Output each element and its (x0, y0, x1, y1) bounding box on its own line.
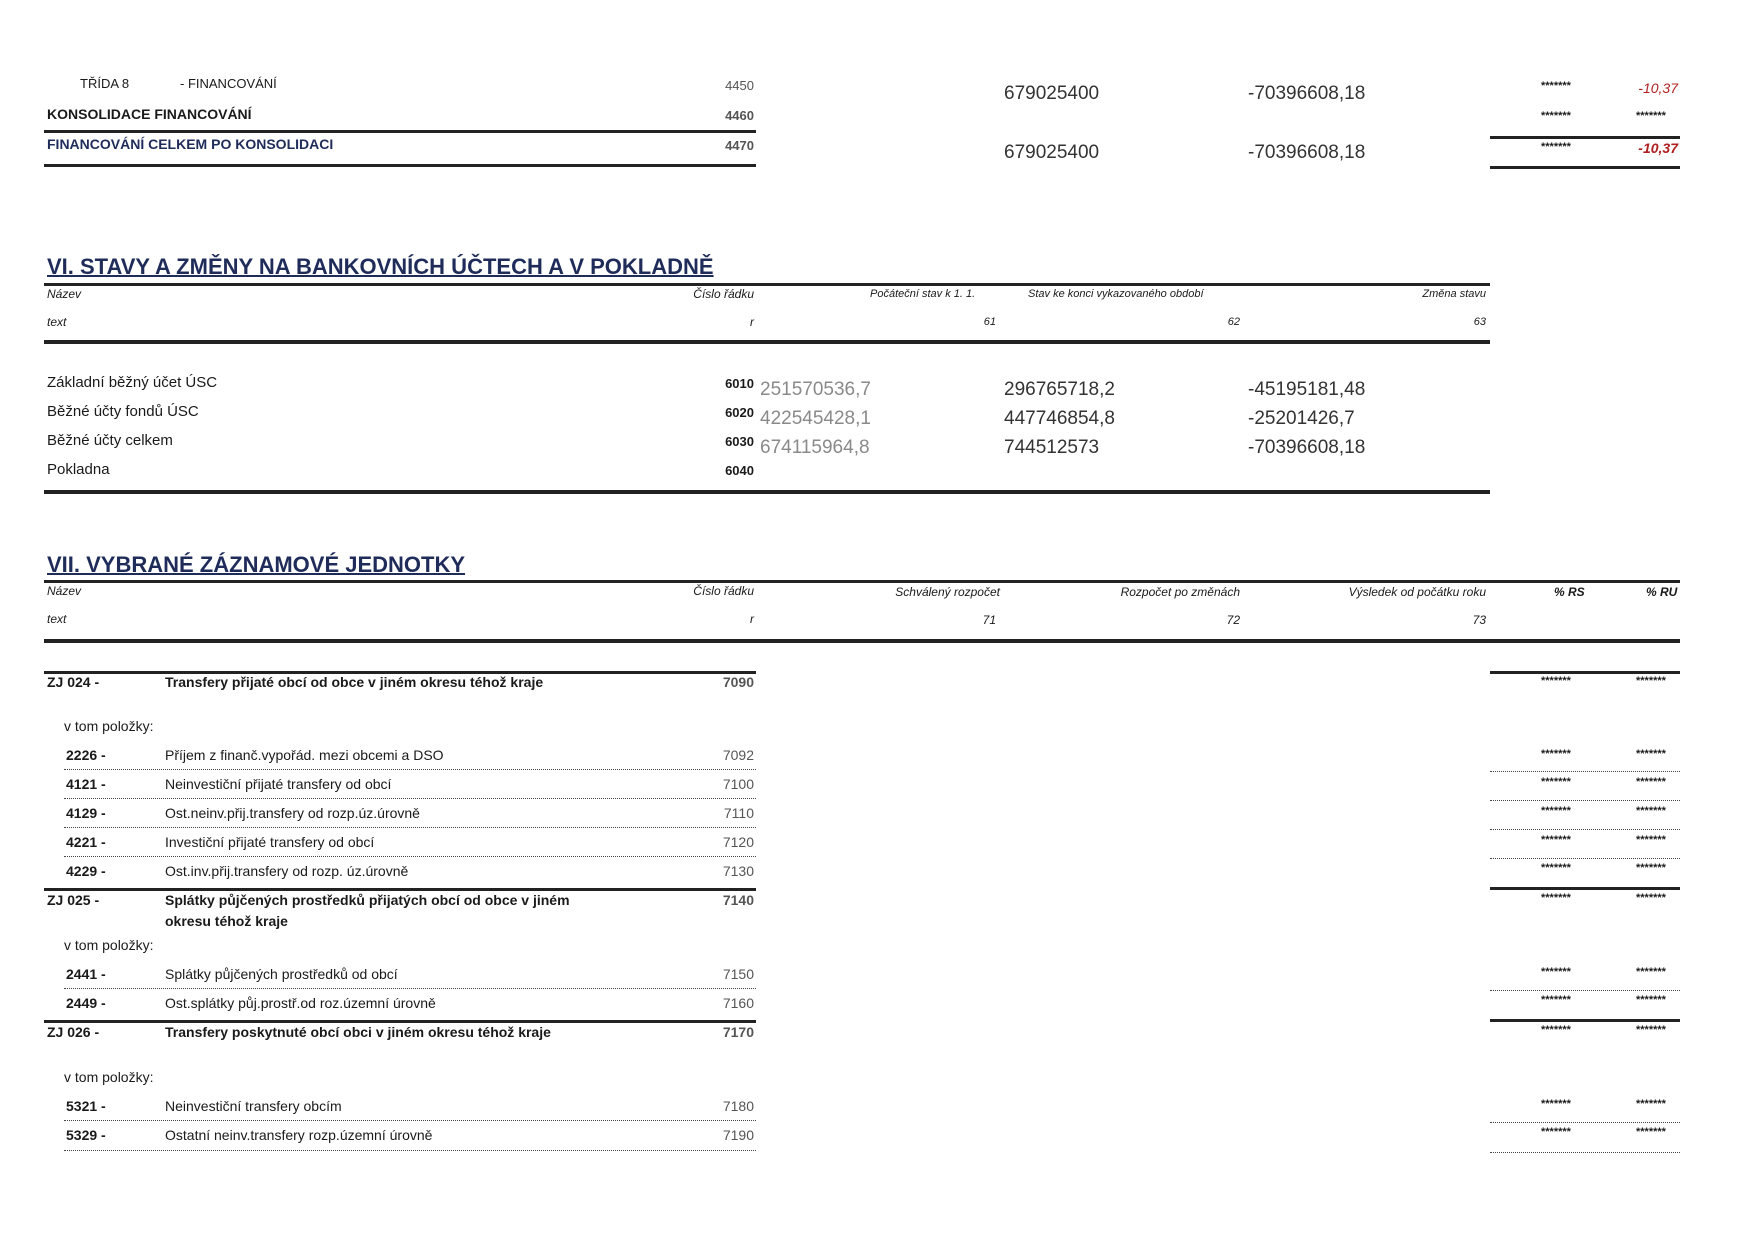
divider (1490, 887, 1680, 890)
header-r: r (750, 315, 754, 329)
dotted-divider (1490, 990, 1680, 991)
item-id: 4221 - (66, 834, 106, 850)
percent-ru: ******* (1636, 834, 1666, 846)
value-final: 296765718,2 (1004, 379, 1115, 400)
sub-items-label: v tom položky: (64, 1069, 154, 1085)
divider (44, 490, 1490, 494)
row-label: Pokladna (47, 461, 110, 478)
header-final-state: Stav ke konci vykazovaného období (1028, 288, 1204, 300)
item-id: 2449 - (66, 995, 106, 1011)
header-col-61: 61 (983, 316, 996, 328)
dotted-divider (1490, 771, 1680, 772)
sub-items-label: v tom položky: (64, 718, 154, 734)
dotted-divider (64, 856, 756, 857)
percent-ru: ******* (1636, 748, 1666, 760)
row-code: 7150 (722, 966, 754, 982)
total-result: -70396608,18 (1248, 142, 1366, 163)
header-col-63: 63 (1473, 316, 1486, 328)
dotted-divider (64, 988, 756, 989)
percent-ru: ******* (1636, 675, 1666, 687)
header-change: Změna stavu (1422, 288, 1486, 300)
divider (44, 1020, 756, 1023)
percent-rs: ******* (1541, 141, 1571, 153)
percent-rs: ******* (1541, 834, 1571, 846)
header-initial-state: Počáteční stav k 1. 1. (870, 288, 976, 300)
percent-rs: ******* (1541, 1024, 1571, 1036)
percent-ru: ******* (1636, 966, 1666, 978)
unit-label-line-2: okresu téhož kraje (165, 913, 288, 929)
value-change: -70396608,18 (1248, 437, 1366, 458)
divider (44, 164, 756, 167)
total-budget: 679025400 (1004, 142, 1100, 163)
value-result: -70396608,18 (1248, 83, 1366, 104)
value-final: 447746854,8 (1004, 408, 1115, 429)
percent-rs: ******* (1541, 862, 1571, 874)
row-code: 7170 (722, 1024, 754, 1040)
item-id: 5321 - (66, 1098, 106, 1114)
sub-items-label: v tom položky: (64, 937, 154, 953)
row-code: 7100 (722, 776, 754, 792)
row-code: 7190 (722, 1127, 754, 1143)
item-id: 4129 - (66, 805, 106, 821)
percent-rs: ******* (1541, 966, 1571, 978)
header-budget-after-changes: Rozpočet po změnách (1120, 585, 1240, 599)
percent-rs: ******* (1541, 994, 1571, 1006)
divider (44, 580, 1680, 583)
class-name: - FINANCOVÁNÍ (180, 76, 277, 91)
percent-ru: -10,37 (1638, 80, 1678, 96)
section-title: VI. STAVY A ZMĚNY NA BANKOVNÍCH ÚČTECH A V POKLADNĚ (47, 254, 714, 279)
header-percent-ru: % RU (1646, 585, 1678, 599)
row-label: Základní běžný účet ÚSC (47, 374, 218, 391)
row-code: 6030 (725, 434, 754, 449)
unit-label-line-1: Splátky půjčených prostředků přijatých obcí od obce v jiném (165, 892, 570, 908)
divider (44, 888, 756, 891)
value-final: 744512573 (1004, 437, 1100, 458)
row-label: Běžné účty celkem (47, 432, 173, 449)
header-approved-budget: Schválený rozpočet (895, 585, 1000, 599)
value-change: -45195181,48 (1248, 379, 1366, 400)
percent-ru: ******* (1636, 1098, 1666, 1110)
consolidation-label: KONSOLIDACE FINANCOVÁNÍ (47, 106, 252, 122)
row-code: 7140 (722, 892, 754, 908)
item-label: Ost.splátky půj.prostř.od roz.územní úrovně (165, 995, 436, 1011)
row-code: 7090 (722, 674, 754, 690)
value-initial: 251570536,7 (760, 379, 871, 400)
row-code: 6040 (725, 463, 754, 478)
divider (44, 130, 756, 133)
percent-rs: ******* (1541, 748, 1571, 760)
divider (44, 283, 1490, 286)
dotted-divider (1490, 1122, 1680, 1123)
item-label: Neinvestiční přijaté transfery od obcí (165, 776, 392, 792)
header-text: text (47, 612, 67, 626)
item-id: 5329 - (66, 1127, 106, 1143)
dotted-divider (64, 1120, 756, 1121)
row-code: 7180 (722, 1098, 754, 1114)
row-code: 6020 (725, 405, 754, 420)
percent-ru: ******* (1636, 805, 1666, 817)
dotted-divider (1490, 1152, 1680, 1153)
percent-rs: ******* (1541, 110, 1571, 122)
percent-ru: ******* (1636, 1024, 1666, 1036)
unit-id: ZJ 026 - (47, 1024, 100, 1040)
header-r: r (750, 612, 754, 626)
percent-ru: ******* (1636, 862, 1666, 874)
row-code: 7130 (722, 863, 754, 879)
value-initial: 674115964,8 (760, 437, 870, 458)
row-code: 4450 (725, 78, 754, 93)
header-col-72: 72 (1226, 613, 1240, 627)
percent-ru: -10,37 (1638, 140, 1678, 156)
section-title: VII. VYBRANÉ ZÁZNAMOVÉ JEDNOTKY (47, 552, 466, 577)
header-name: Název (47, 287, 82, 301)
header-name: Název (47, 584, 82, 598)
dotted-divider (1490, 829, 1680, 830)
percent-ru: ******* (1636, 892, 1666, 904)
row-code: 7120 (722, 834, 754, 850)
divider (44, 340, 1490, 344)
row-code: 4470 (725, 138, 754, 153)
percent-ru: ******* (1636, 994, 1666, 1006)
row-code: 6010 (725, 376, 754, 391)
header-text: text (47, 315, 67, 329)
item-label: Ost.neinv.přij.transfery od rozp.úz.úrovně (165, 805, 420, 821)
item-label: Ost.inv.přij.transfery od rozp. úz.úrovně (165, 863, 409, 879)
percent-rs: ******* (1541, 805, 1571, 817)
percent-rs: ******* (1541, 675, 1571, 687)
item-label: Neinvestiční transfery obcím (165, 1098, 342, 1114)
dotted-divider (64, 798, 756, 799)
value-initial: 422545428,1 (760, 408, 871, 429)
item-id: 4229 - (66, 863, 106, 879)
divider (1490, 1019, 1680, 1022)
header-col-73: 73 (1472, 613, 1486, 627)
dotted-divider (64, 1150, 756, 1151)
unit-label: Transfery přijaté obcí od obce v jiném okresu téhož kraje (165, 674, 544, 690)
row-code: 7160 (722, 995, 754, 1011)
item-id: 2441 - (66, 966, 106, 982)
dotted-divider (1490, 858, 1680, 859)
row-code: 7110 (723, 805, 754, 821)
item-label: Investiční přijaté transfery od obcí (165, 834, 375, 850)
divider (1490, 671, 1680, 674)
divider (44, 639, 1680, 643)
unit-id: ZJ 024 - (47, 674, 100, 690)
dotted-divider (64, 769, 756, 770)
item-label: Ostatní neinv.transfery rozp.územní úrovně (165, 1127, 433, 1143)
divider (1490, 166, 1680, 169)
unit-id: ZJ 025 - (47, 892, 100, 908)
header-col-71: 71 (982, 613, 996, 627)
row-label: Běžné účty fondů ÚSC (47, 403, 199, 420)
row-code: 7092 (722, 747, 754, 763)
percent-rs: ******* (1541, 1098, 1571, 1110)
percent-rs: ******* (1541, 1126, 1571, 1138)
class-label: TŘÍDA 8 (80, 76, 130, 91)
value-budget: 679025400 (1004, 83, 1100, 104)
item-id: 2226 - (66, 747, 106, 763)
header-percent-rs: % RS (1554, 585, 1585, 599)
percent-ru: ******* (1636, 1126, 1666, 1138)
value-change: -25201426,7 (1248, 408, 1355, 429)
dotted-divider (1490, 800, 1680, 801)
item-id: 4121 - (66, 776, 106, 792)
item-label: Příjem z finanč.vypořád. mezi obcemi a DSO (165, 747, 444, 763)
financing-total-label: FINANCOVÁNÍ CELKEM PO KONSOLIDACI (47, 136, 334, 152)
header-col-62: 62 (1227, 316, 1240, 328)
item-label: Splátky půjčených prostředků od obcí (165, 966, 398, 982)
header-result-ytd: Výsledek od počátku roku (1348, 585, 1486, 599)
percent-ru: ******* (1636, 110, 1666, 122)
percent-rs: ******* (1541, 776, 1571, 788)
percent-rs: ******* (1541, 892, 1571, 904)
unit-label: Transfery poskytnuté obcí obci v jiném okresu téhož kraje (165, 1024, 551, 1040)
percent-rs: ******* (1541, 80, 1571, 92)
divider (1490, 136, 1680, 139)
row-code: 4460 (725, 108, 754, 123)
dotted-divider (64, 827, 756, 828)
header-row-number: Číslo řádku (693, 584, 754, 598)
header-row-number: Číslo řádku (693, 287, 754, 301)
percent-ru: ******* (1636, 776, 1666, 788)
